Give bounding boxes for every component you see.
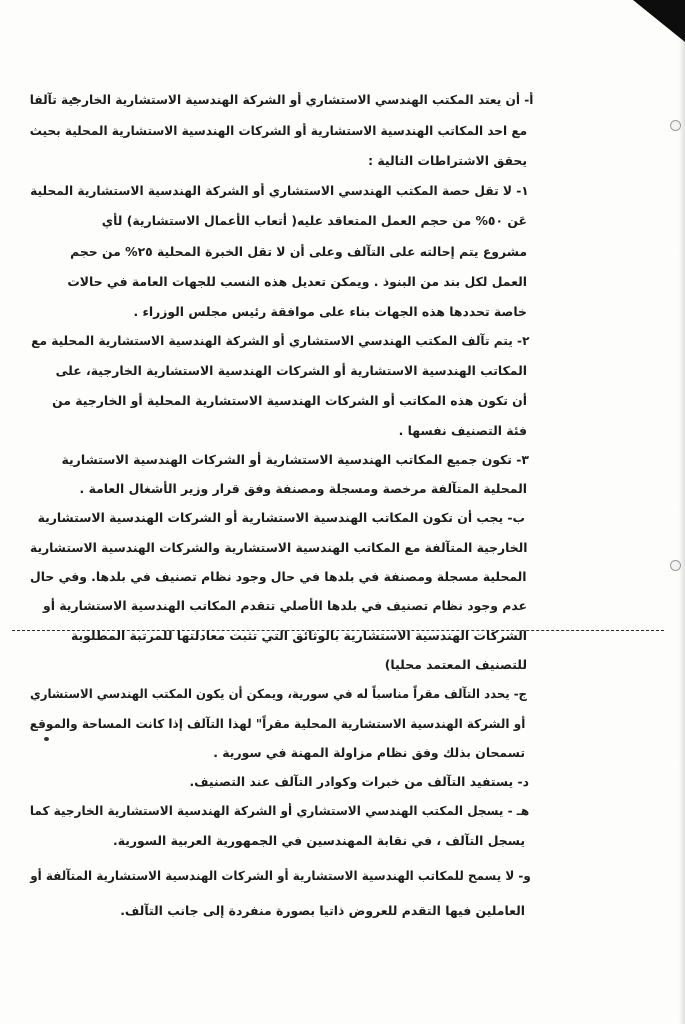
- text-line: عدم وجود نظام تصنيف في بلدها الأصلي تتقدم المكاتب الهندسية الاستشارية أو: [43, 598, 527, 613]
- text-line: هـ - يسجل المكتب الهندسي الاستشاري أو الشركة الهندسية الاستشارية الخارجية كما: [29, 803, 529, 818]
- text-line: ج- يحدد التآلف مقراً مناسباً له في سورية، ويمكن أن يكون المكتب الهندسي الاستشاري: [30, 686, 527, 701]
- text-line: فئة التصنيف نفسها .: [398, 423, 527, 438]
- text-line: ١- لا تقل حصة المكتب الهندسي الاستشاري أو الشركة الهندسية الاستشارية المحلية: [30, 183, 529, 198]
- text-line: أو الشركة الهندسية الاستشارية المحلية مقراً" لهذا التآلف إذا كانت المساحة والموقع: [29, 716, 525, 731]
- text-line: د- يستفيد التآلف من خبرات وكوادر التآلف عند التصنيف.: [189, 774, 529, 789]
- text-line: أن تكون هذه المكاتب أو الشركات الهندسية الاستشارية المحلية أو الخارجية من: [52, 393, 527, 408]
- text-line: المكاتب الهندسية الاستشارية أو الشركات الهندسية الاستشارية الخارجية، على: [55, 363, 527, 378]
- text-line: ٢- يتم تآلف المكتب الهندسي الاستشاري أو الشركة الهندسية الاستشارية المحلية مع: [30, 333, 529, 348]
- text-line: تسمحان بذلك وفق نظام مزاولة المهنة في سورية .: [213, 745, 525, 760]
- text-line: ٣- تكون جميع المكاتب الهندسية الاستشارية أو الشركات الهندسية الاستشارية: [61, 452, 529, 467]
- text-line: عَن ٥٠% من حجم العمل المتعاقد عليه( أتعاب الأعمال الاستشارية) لأي: [101, 213, 527, 228]
- text-line: خاصة تحددها هذه الجهات بناء على موافقة رئيس مجلس الوزراء .: [133, 304, 527, 319]
- text-line: مع احد المكاتب الهندسية الاستشارية أو الشركات الهندسية الاستشارية المحلية بحيث: [29, 123, 527, 138]
- text-line: العاملين فيها التقدم للعروض ذاتيا بصورة منفردة إلى جانب التآلف.: [120, 903, 525, 918]
- text-line: المحلية مسجلة ومصنفة في بلدها في حال وجود نظام تصنيف في بلدها. وفي حال: [30, 569, 527, 584]
- strikethrough-line: [12, 630, 664, 631]
- text-line-struck: الشركات الهندسية الاستشارية بالوثائق التي تثبت معادلتها للمرتبة المطلوبة: [70, 628, 527, 643]
- text-line: يحقق الاشتراطات التالية :: [368, 153, 527, 168]
- text-line: المحلية المتآلفة مرخصة ومسجلة ومصنفة وفق قرار وزير الأشغال العامة .: [79, 481, 527, 496]
- text-line: مشروع يتم إحالته على التآلف وعلى أن لا تقل الخبرة المحلية ٢٥% من حجم: [70, 244, 527, 259]
- text-line: ب- يجب أن تكون المكاتب الهندسية الاستشارية أو الشركات الهندسية الاستشارية: [37, 510, 525, 525]
- text-line: يسجل التآلف ، في نقابة المهندسين في الجمهورية العربية السورية.: [113, 833, 525, 848]
- text-line: الخارجية المتآلفة مع المكاتب الهندسية الاستشارية والشركات الهندسية الاستشارية: [29, 540, 527, 555]
- text-line: أ- أن يعتد المكتب الهندسي الاستشاري أو الشركة الهندسية الاستشارية الخارجية تآلفا: [29, 92, 533, 107]
- text-line: للتصنيف المعتمد محليا): [384, 657, 527, 672]
- text-line: العمل لكل بند من البنوذ . ويمكن تعديل هذه النسب للجهات العامة في حالات: [67, 274, 527, 289]
- text-line: و- لا يسمح للمكاتب الهندسية الاستشارية أو الشركات الهندسية الاستشارية المتآلفة أو: [30, 868, 531, 883]
